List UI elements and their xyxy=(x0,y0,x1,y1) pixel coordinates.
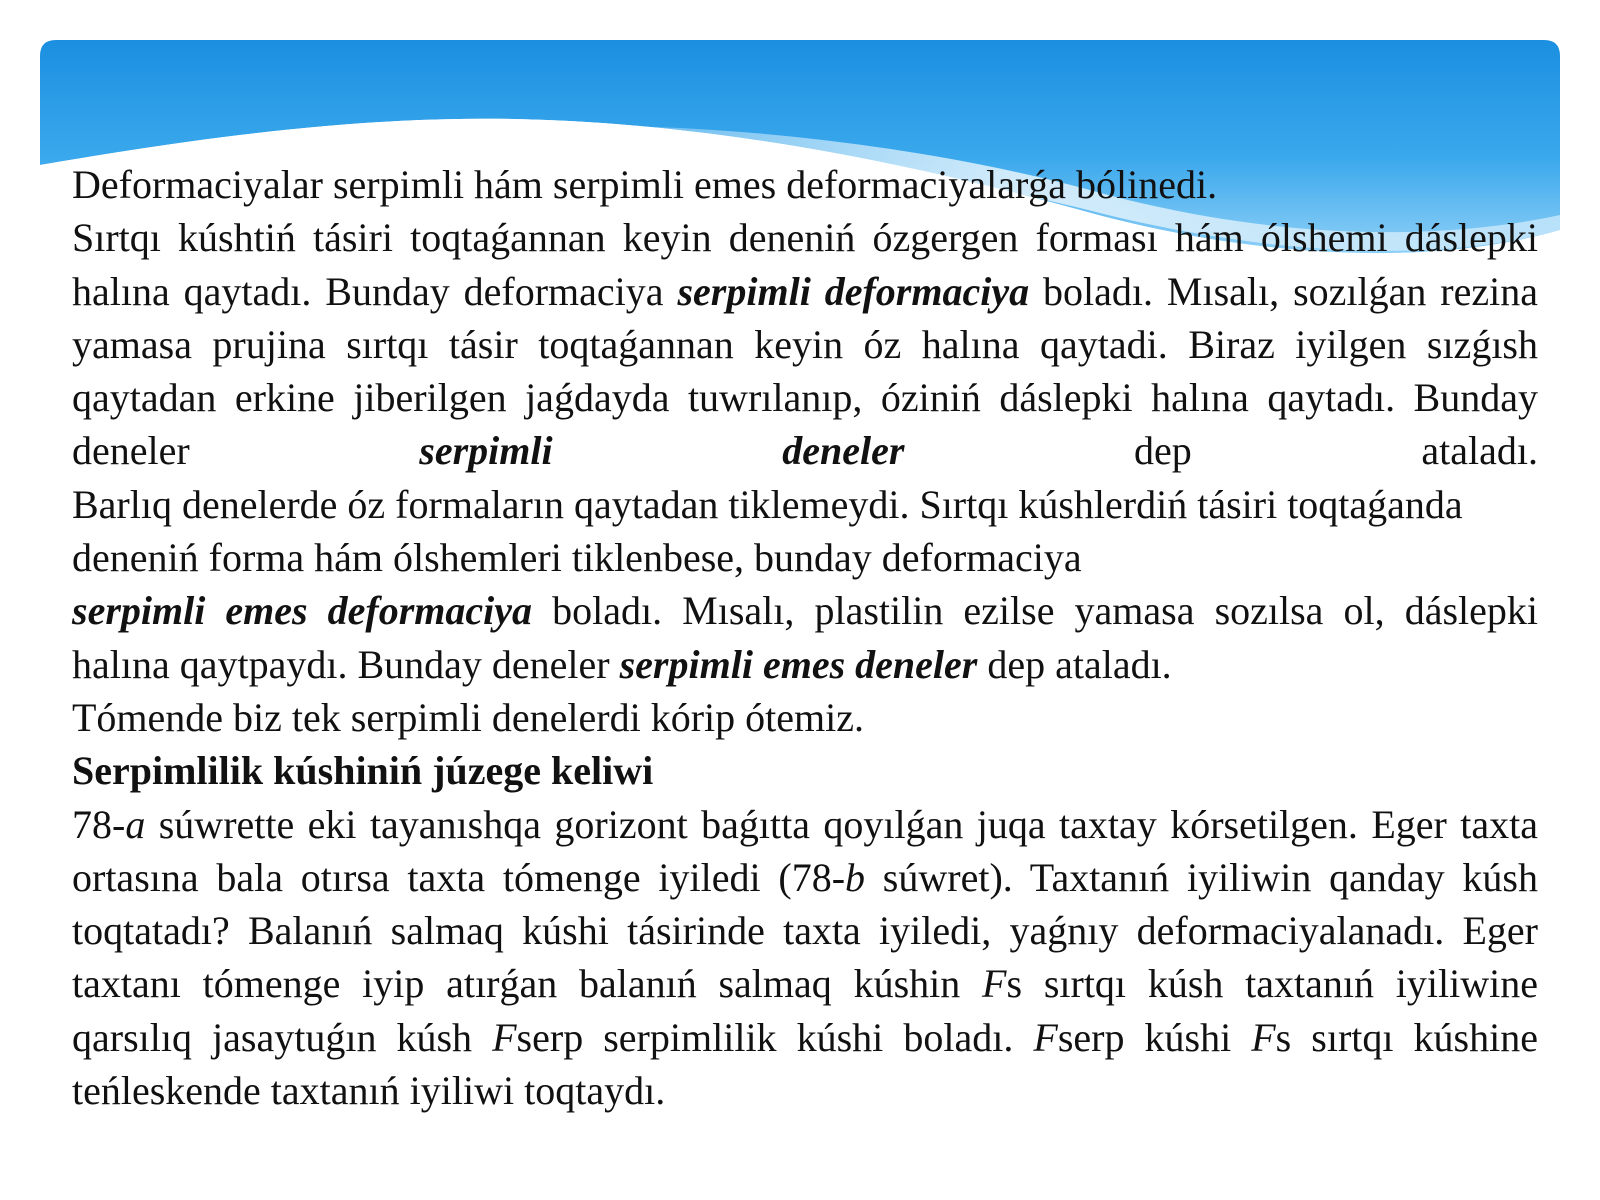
section-heading: Serpimlilik kúshiniń júzege keliwi xyxy=(72,748,654,794)
symbol-f: F xyxy=(1033,1014,1058,1060)
text-run: Barlıq denelerde óz formaların qaytadan tiklemeydi. Sırtqı kúshlerdiń tásiri toqtaǵanda deneniń forma hám ólshemleri tiklenbese, bunday deformaciya xyxy=(72,481,1463,581)
text-run: súwret). Taxtanıń iyiliwin qanday kúsh toqtatadı? Balanıń salmaq kúshi tásirinde taxta iyiledi, yaǵnıy deformaciyalanadı. Eger taxtanı tómenge iyip atırǵan balanıń salmaq kúshin xyxy=(72,854,1538,1007)
term-inelastic-bodies: serpimli emes deneler xyxy=(619,641,978,687)
paragraph-inelastic-intro xyxy=(72,478,1538,585)
text-run: Tómende biz tek serpimli denelerdi kórip ótemiz. xyxy=(72,694,864,740)
text-run: boladı. Mısalı, plastilin ezilse yamasa sozılsa ol, dáslepki halına qaytpaydı. Bunday deneler xyxy=(72,588,1538,687)
text-run: 78- xyxy=(72,801,126,847)
text-run: dep ataladı. xyxy=(977,641,1172,687)
symbol-f: F xyxy=(1251,1014,1276,1060)
text-run: s sırtqı kúshine teńleskende taxtanıń iyiliwi toqtaydı. xyxy=(72,1014,1538,1114)
term-elastic-deformation: serpimli deformaciya xyxy=(677,268,1030,314)
paragraph-elastic-force xyxy=(72,798,1538,1118)
symbol-f: F xyxy=(492,1014,517,1060)
slide-body xyxy=(72,158,1538,1117)
term-inelastic-deformation: serpimli emes deformaciya xyxy=(72,588,533,634)
paragraph-intro xyxy=(72,158,1538,211)
symbol-f: F xyxy=(982,961,1007,1007)
text-run: s sırtqı kúsh taxtanıń iyiliwine qarsılıq jasaytuǵın kúsh xyxy=(72,961,1538,1060)
text-run: Deformaciyalar serpimli hám serpimli emes deformaciyalarǵa bólinedi. xyxy=(72,162,1218,207)
figure-ref-a: a xyxy=(125,801,146,847)
figure-ref-b: b xyxy=(845,854,866,900)
text-run: serp kúshi xyxy=(1057,1014,1252,1060)
term-elastic-bodies: serpimli deneler xyxy=(419,428,905,474)
text-run: dep ataladı. xyxy=(904,428,1538,474)
text-run: Sırtqı kúshtiń tásiri toqtaǵannan keyin deneniń ózgergen forması hám ólshemi dáslepki halına qaytadı. Bunday deformaciya xyxy=(72,215,1538,314)
paragraph-note xyxy=(72,691,1538,744)
paragraph-elastic xyxy=(72,211,1538,477)
paragraph-inelastic xyxy=(72,584,1538,691)
text-run: súwrette eki tayanıshqa gorizont baǵıtta qoyılǵan juqa taxtay kórsetilgen. Eger taxta ortasına bala otırsa taxta tómenge iyiledi (78- xyxy=(72,801,1538,900)
text-run: serp serpimlilik kúshi boladı. xyxy=(516,1014,1034,1060)
text-run: boladı. Mısalı, sozılǵan rezina yamasa prujina sırtqı tásir toqtaǵannan keyin óz halına qaytadi. Biraz iyilgen sızǵısh qaytadan erkine jiberilgen jaǵdayda tuwrılanıp, óziniń dáslepki halına qaytadı. Bunday deneler xyxy=(72,268,1538,474)
